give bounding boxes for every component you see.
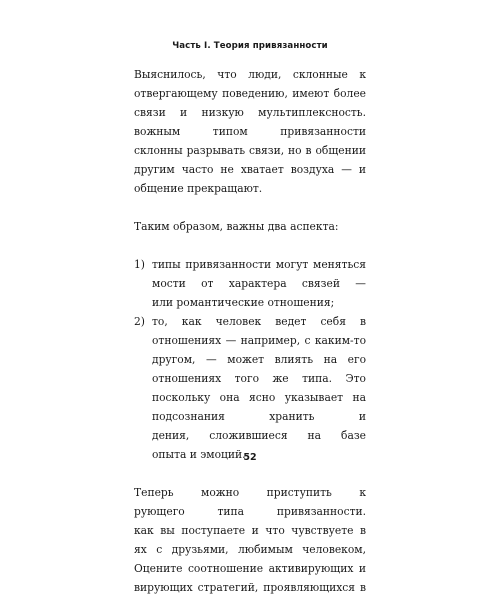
text-line: как вы поступаете и что чувствуете в bbox=[134, 524, 366, 537]
text-line: другом, — может влиять на его bbox=[152, 353, 366, 366]
text-line: отвергающему поведению, имеют более bbox=[134, 87, 366, 100]
text-line: связи и низкую мультиплексность. bbox=[134, 106, 366, 119]
text-line: поскольку она ясно указывает на bbox=[152, 391, 366, 404]
text-line: вирующих стратегий, проявляющихся в bbox=[134, 581, 366, 594]
text-line: Выяснилось, что люди, склонные к bbox=[134, 68, 366, 81]
paragraph-3 bbox=[134, 483, 366, 597]
paragraph-1 bbox=[134, 65, 366, 198]
text-line: или романтические отношения; bbox=[152, 296, 335, 309]
list-item-1 bbox=[134, 255, 366, 312]
text-line: опыта и эмоций. bbox=[152, 448, 246, 461]
text-line: типы привязанности могут меняться bbox=[152, 258, 366, 271]
list-item-2 bbox=[134, 312, 366, 464]
text-line: отношениях — например, с каким-то bbox=[152, 334, 366, 347]
list-number: 2) bbox=[134, 315, 145, 328]
text-line: склонны разрывать связи, но в общении bbox=[134, 144, 366, 157]
text-line: подсознания хранить и bbox=[152, 410, 366, 423]
body-text bbox=[134, 65, 366, 597]
text-line: то, как человек ведет себя в bbox=[152, 315, 366, 328]
list-number: 1) bbox=[134, 258, 145, 271]
text-line: вожным типом привязанности bbox=[134, 125, 366, 138]
text-line: мости от характера связей — bbox=[152, 277, 366, 290]
text-line: дения, сложившиеся на базе bbox=[152, 429, 366, 442]
page-number: 52 bbox=[243, 452, 257, 463]
text-line: рующего типа привязанности. bbox=[134, 505, 366, 518]
running-header: Часть I. Теория привязанности bbox=[172, 41, 328, 51]
text-line: общение прекращают. bbox=[134, 182, 263, 195]
text-line: Таким образом, важны два аспекта: bbox=[134, 220, 339, 233]
text-line: Теперь можно приступить к bbox=[134, 486, 366, 499]
paragraph-2 bbox=[134, 217, 366, 236]
text-line: другим часто не хватает воздуха — и bbox=[134, 163, 366, 176]
text-line: отношениях того же типа. Это bbox=[152, 372, 366, 385]
text-line: Оцените соотношение активирующих и bbox=[134, 562, 366, 575]
text-line: ях с друзьями, любимым человеком, bbox=[134, 543, 366, 556]
